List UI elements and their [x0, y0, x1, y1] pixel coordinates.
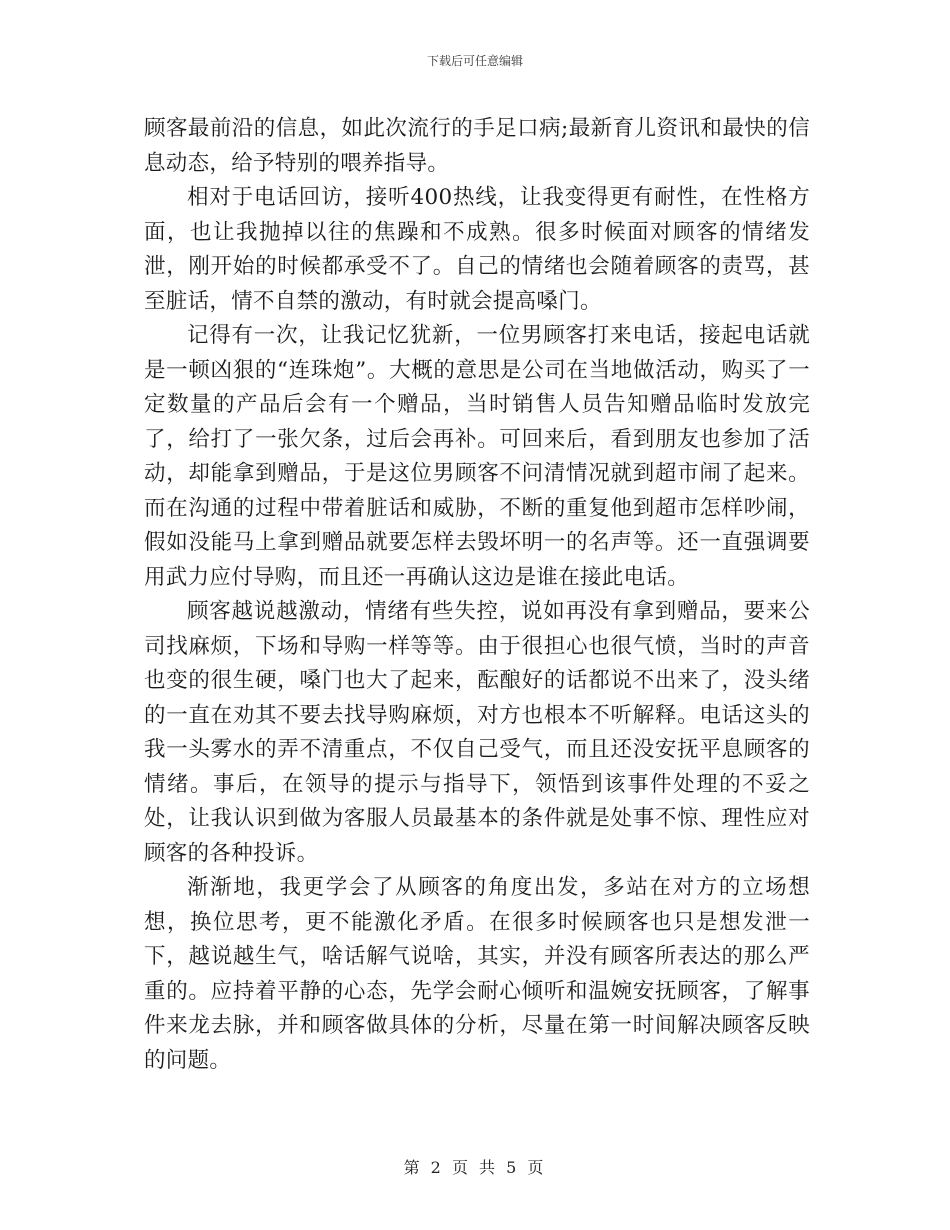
- paragraph-hotline: 相对于电话回访，接听400热线，让我变得更有耐性，在性格方面，也让我抛掉以往的焦躁和不成熟。很多时候面对顾客的情绪发泄，刚开始的时候都承受不了。自己的情绪也会随着顾客的责骂，甚至脏话，情不自禁的激动，有时就会提高嗓门。: [144, 185, 810, 314]
- paragraph-lesson: 渐渐地，我更学会了从顾客的角度出发，多站在对方的立场想想，换位思考，更不能激化矛盾。在很多时候顾客也只是想发泄一下，越说越生气，啥话解气说啥，其实，并没有顾客所表达的那么严重的。应持着平静的心态，先学会耐心倾听和温婉安抚顾客，了解事件来龙去脉，并和顾客做具体的分析，尽量在第一时间解决顾客反映的问题。: [144, 875, 810, 1073]
- page-number: 第 2 页 共 5 页: [403, 1158, 547, 1177]
- paragraph-memory: 记得有一次，让我记忆犹新，一位男顾客打来电话，接起电话就是一顿凶狠的“连珠炮”。大概的意思是公司在当地做活动，购买了一定数量的产品后会有一个赠品，当时销售人员告知赠品临时发放完了，给打了一张欠条，过后会再补。可回来后，看到朋友也参加了活动，却能拿到赠品，于是这位男顾客不问清情况就到超市闹了起来。而在沟通的过程中带着脏话和威胁，不断的重复他到超市怎样吵闹，假如没能马上拿到赠品就要怎样去毁坏明一的名声等。还一直强调要用武力应付导购，而且还一再确认这边是谁在接此电话。: [144, 323, 810, 590]
- document-body: [144, 112, 810, 1078]
- paragraph-continuation: 顾客最前沿的信息，如此次流行的手足口病;最新育儿资讯和最快的信息动态，给予特别的喂养指导。: [144, 116, 810, 176]
- paragraph-escalation: 顾客越说越激动，情绪有些失控，说如再没有拿到赠品，要来公司找麻烦，下场和导购一样等等。由于很担心也很气愤，当时的声音也变的很生硬，嗓门也大了起来，酝酿好的话都说不出来了，没头绪的一直在劝其不要去找导购麻烦，对方也根本不听解释。电话这头的我一头雾水的弄不清重点，不仅自己受气，而且还没安抚平息顾客的情绪。事后，在领导的提示与指导下，领悟到该事件处理的不妥之处，让我认识到做为客服人员最基本的条件就是处事不惊、理性应对顾客的各种投诉。: [144, 599, 810, 866]
- page-header-note: 下载后可任意编辑: [426, 54, 523, 68]
